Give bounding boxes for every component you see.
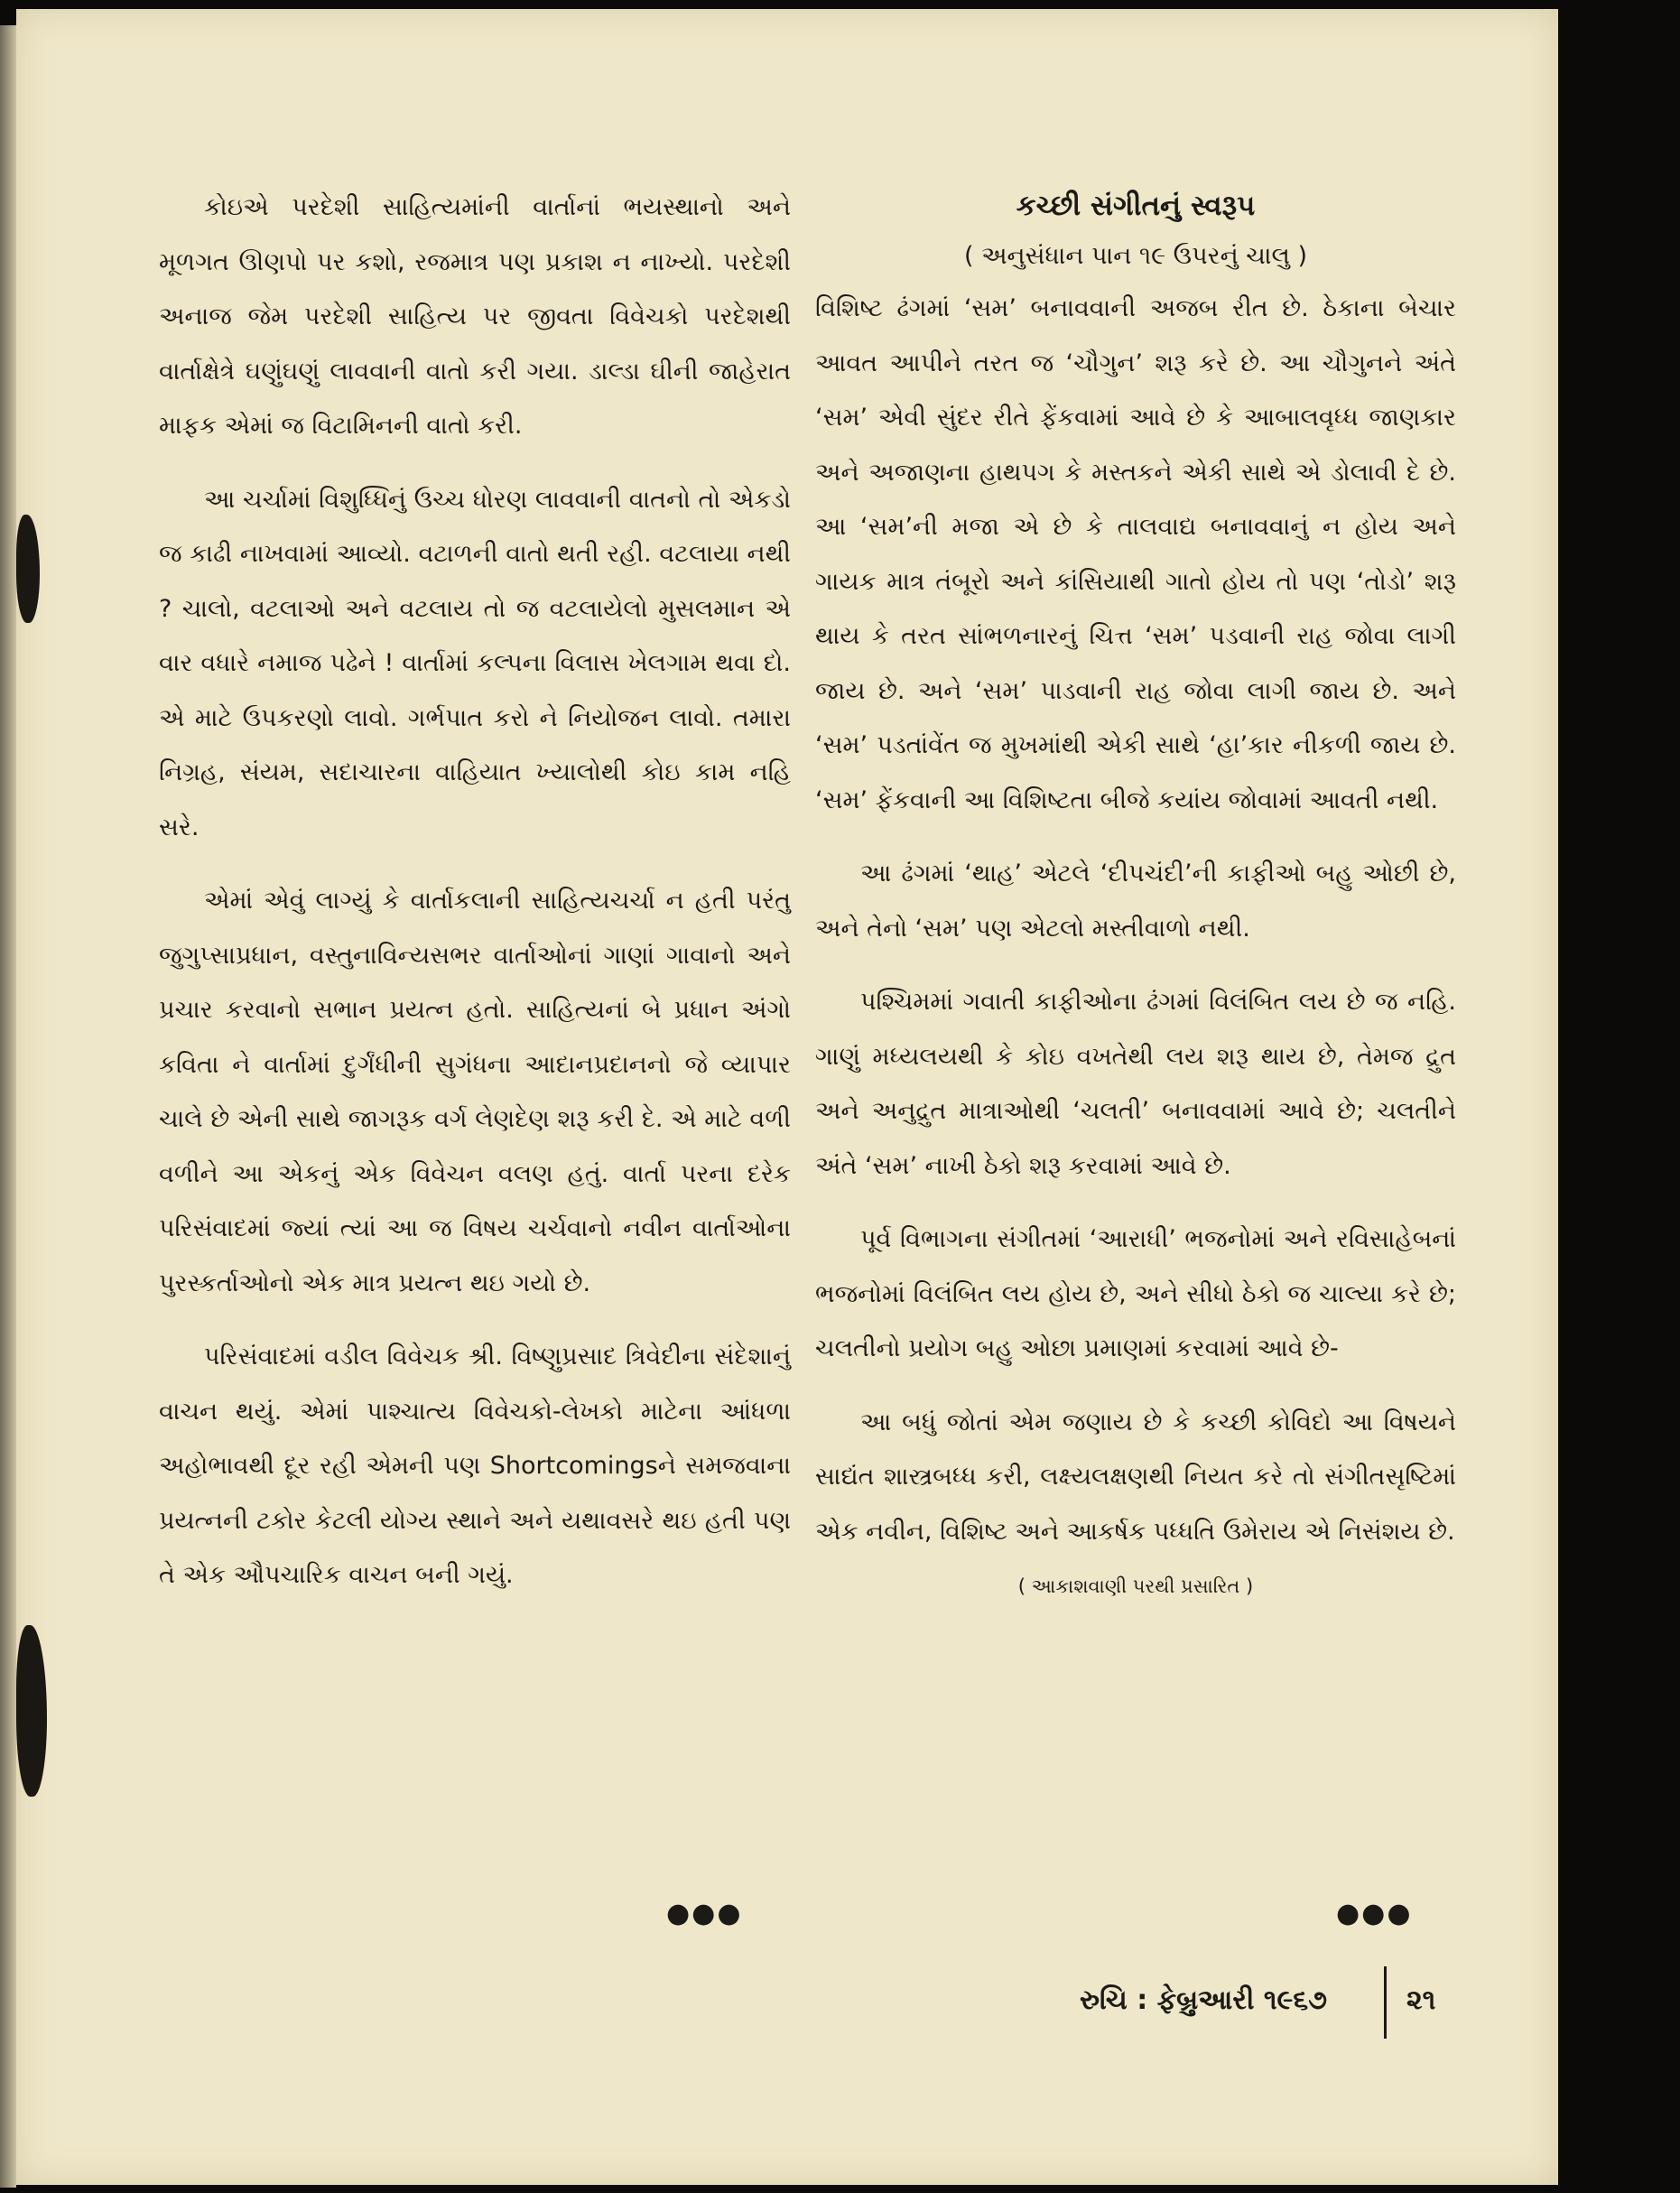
- footer-separator: [1384, 1966, 1387, 2039]
- left-paragraph-3: એમાં એવું લાગ્યું કે વાર્તાકલાની સાહિત્યચર્ચા ન હતી પરંતુ જુગુપ્સાપ્રધાન, વસ્તુનાવિન્યસભર વાર્તાઓનાં ગાણાં ગાવાનો અને પ્રચાર કરવાનો સભાન પ્રયત્ન હતો. સાહિત્યનાં બે પ્રધાન અંગો કવિતા ને વાર્તામાં દુર્ગંધીની સુગંધના આદાનપ્રદાનનો જે વ્યાપાર ચાલે છે એની સાથે જાગરૂક વર્ગ લેણદેણ શરૂ કરી દે. એ માટે વળી વળીને આ એકનું એક વિવેચન વલણ હતું. વાર્તા પરના દરેક પરિસંવાદમાં જ્યાં ત્યાં આ જ વિષય ચર્ચવાનો નવીન વાર્તાઓના પુરસ્કર્તાઓનો એક માત્ર પ્રયત્ન થઇ ગયો છે.: [159, 887, 791, 1297]
- binding-stain: [16, 515, 40, 623]
- left-column: [159, 181, 791, 1622]
- right-column: [815, 181, 1456, 1609]
- right-paragraph-5: આ બધું જોતાં એમ જણાય છે કે કચ્છી કોવિદો આ વિષયને સાદ્યંત શાસ્ત્રબધ્ધ કરી, લક્ષ્યલક્ષણથી નિયત કરે તો સંગીતસૃષ્ટિમાં એક નવીન, વિશિષ્ટ અને આકર્ષક પધ્ધતિ ઉમેરાય એ નિસંશય છે.: [815, 1408, 1456, 1546]
- left-paragraph-4: પરિસંવાદમાં વડીલ વિવેચક શ્રી. વિષ્ણુપ્રસાદ ત્રિવેદીના સંદેશાનું વાચન થયું. એમાં પાશ્ચાત્ય વિવેચકો-લેખકો માટેના આંધળા અહોભાવથી દૂર રહી એમની પણ Shortcomingsને સમજવાના પ્રયત્નની ટકોર કેટલી યોગ્ય સ્થાને અને યથાવસરે થઇ હતી પણ તે એક ઔપચારિક વાચન બની ગયું.: [159, 1343, 791, 1589]
- right-paragraph-3: પશ્ચિમમાં ગવાતી કાફીઓના ઢંગમાં વિલંબિત લય છે જ નહિ. ગાણું મધ્યલયથી કે કોઇ વખતેથી લય શરૂ થાય છે, તેમજ દ્રુત અને અનુદ્રુત માત્રાઓથી ‘ચલતી’ બનાવવામાં આવે છે; ચલતીને અંતે ‘સમ’ નાખી ઠેકો શરૂ કરવામાં આવે છે.: [815, 988, 1456, 1180]
- magazine-page: [16, 9, 1558, 2185]
- page-number: ૨૧: [1406, 1984, 1436, 2016]
- left-paragraph-1: કોઇએ પરદેશી સાહિત્યમાંની વાર્તાનાં ભયસ્થાનો અને મૂળગત ઊણપો પર કશો, રજમાત્ર પણ પ્રકાશ ન નાખ્યો. પરદેશી અનાજ જેમ પરદેશી સાહિત્ય પર જીવતા વિવેચકો પરદેશથી વાર્તાક્ષેત્રે ઘણુંઘણું લાવવાની વાતો કરી ગયા. ડાલ્ડા ઘીની જાહેરાત માફક એમાં જ વિટામિનની વાતો કરી.: [159, 193, 791, 440]
- footer-magazine-date: રુચિ : ફેબ્રુઆરી ૧૯૬૭: [1080, 1984, 1327, 2016]
- broadcast-credit: ( આકાશવાણી પરથી પ્રસારિત ): [1017, 1575, 1254, 1597]
- left-paragraph-2: આ ચર્ચામાં વિશુધ્ધિનું ઉચ્ચ ધોરણ લાવવાની વાતનો તો એકડો જ કાઢી નાખવામાં આવ્યો. વટાળની વાતો થતી રહી. વટલાયા નથી ? ચાલો, વટલાઓ અને વટલાય તો જ વટલાયેલો મુસલમાન એ વાર વધારે નમાજ પઢેને ! વાર્તામાં કલ્પના વિલાસ ખેલગામ થવા દો. એ માટે ઉપકરણો લાવો. ગર્ભપાત કરો ને નિયોજન લાવો. તમારા નિગ્રહ, સંયમ, સદાચારના વાહિયાત ખ્યાલોથી કોઇ કામ નહિ સરે.: [159, 485, 791, 841]
- continuation-note: ( અનુસંધાન પાન ૧૯ ઉપરનું ચાલુ ): [963, 242, 1308, 270]
- previous-page-edge: [0, 25, 16, 2188]
- left-end-mark: ●●●: [666, 1898, 743, 1929]
- right-paragraph-2: આ ઢંગમાં ‘થાહ’ એટલે ‘દીપચંદી’ની કાફીઓ બહુ ઓછી છે, અને તેનો ‘સમ’ પણ એટલો મસ્તીવાળો નથી.: [815, 860, 1456, 943]
- article-title: કચ્છી સંગીતનું સ્વરૂપ: [1016, 190, 1256, 222]
- right-paragraph-1: વિશિષ્ટ ઢંગમાં ‘સમ’ બનાવવાની અજબ રીત છે. ઠેકાના બેચાર આવત આપીને તરત જ ‘ચૌગુન’ શરૂ કરે છે. આ ચૌગુનને અંતે ‘સમ’ એવી સુંદર રીતે ફેંકવામાં આવે છે કે આબાલવૃધ્ધ જાણકાર અને અજાણના હાથપગ કે મસ્તકને એકી સાથે એ ડોલાવી દે છે. આ ‘સમ’ની મજા એ છે કે તાલવાદ્ય બનાવવાનું ન હોય અને ગાયક માત્ર તંબૂરો અને કાંસિયાથી ગાતો હોય તો પણ ‘તોડો’ શરૂ થાય કે તરત સાંભળનારનું ચિત્ત ‘સમ’ પડવાની રાહ જોવા લાગી જાય છે. અને ‘સમ’ પાડવાની રાહ જોવા લાગી જાય છે. અને ‘સમ’ પડતાંવેંત જ મુખમાંથી એકી સાથે ‘હા’કાર નીકળી જાય છે. ‘સમ’ ફેંકવાની આ વિશિષ્ટતા બીજે કયાંય જોવામાં આવતી નથી.: [815, 294, 1456, 814]
- right-end-mark: ●●●: [1336, 1898, 1413, 1929]
- right-paragraph-4: પૂર્વ વિભાગના સંગીતમાં ‘આરાધી’ ભજનોમાં અને રવિસાહેબનાં ભજનોમાં વિલંબિત લય હોય છે, અને સીધો ઠેકો જ ચાલ્યા કરે છે; ચલતીનો પ્રયોગ બહુ ઓછા પ્રમાણમાં કરવામાં આવે છે-: [815, 1225, 1456, 1362]
- binding-stain: [16, 1625, 47, 1797]
